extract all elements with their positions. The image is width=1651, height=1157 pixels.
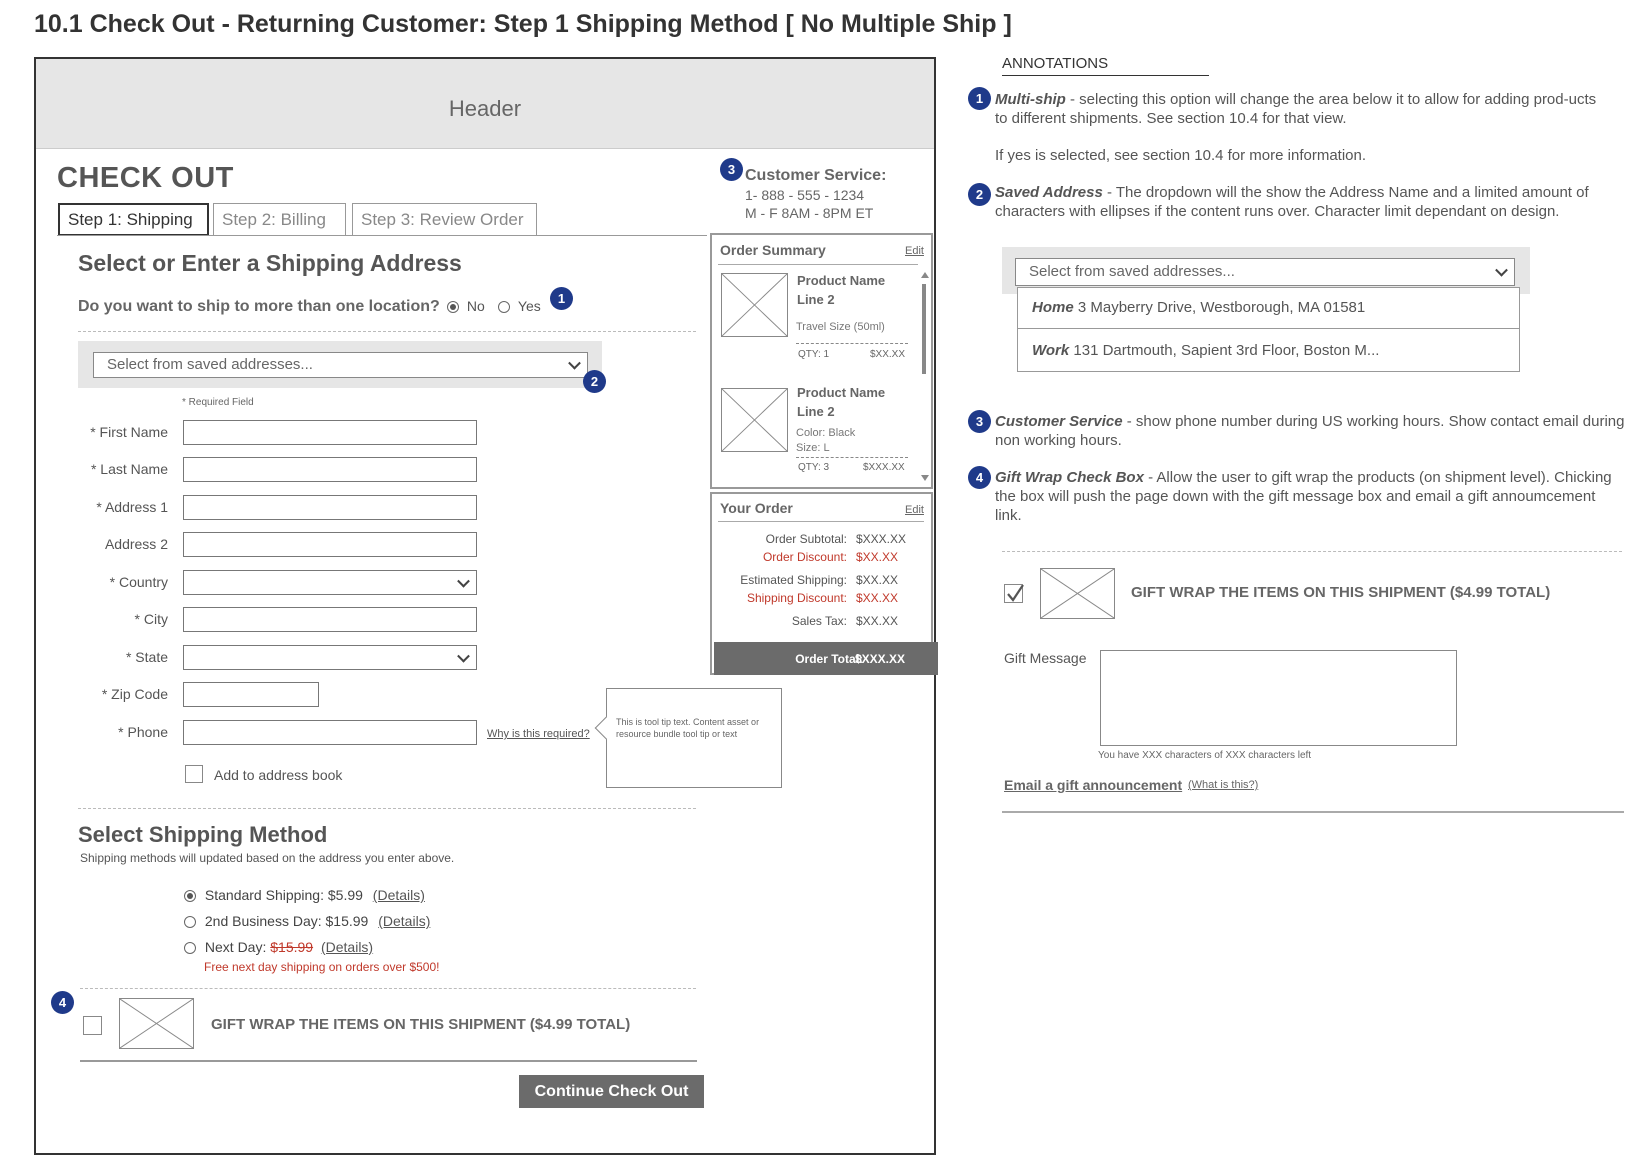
shipping-discount-label: Shipping Discount: [746, 591, 847, 605]
address2-label: Address 2 [104, 536, 168, 552]
product-image-placeholder [721, 273, 788, 337]
checkmark-icon [1005, 585, 1024, 604]
tab-step3-review[interactable]: Step 3: Review Order [352, 203, 537, 236]
product-1-price: $XX.XX [870, 349, 906, 360]
shipping-2nd-day-radio[interactable] [184, 916, 196, 928]
annotation-3-text [995, 412, 1625, 450]
shipping-address-heading: Select or Enter a Shipping Address [78, 250, 462, 276]
shipping-2nd-day-label: 2nd Business Day: $15.99 [204, 913, 369, 929]
annotation-badge-1: 1 [550, 287, 573, 310]
saved-address-dropdown-example[interactable] [1015, 258, 1515, 286]
saved-address-select[interactable] [93, 352, 588, 378]
product-1-qty: QTY: 1 [798, 349, 830, 360]
add-to-address-book-label: Add to address book [214, 767, 343, 783]
order-discount-value: $XX.XX [856, 550, 899, 564]
annotations-underline [1002, 75, 1209, 76]
annotations-title: ANNOTATIONS [1002, 55, 1109, 72]
annotation-badge-4: 4 [51, 991, 74, 1014]
order-total-label: Order Total: [795, 652, 863, 666]
annotation-badge-3: 3 [720, 158, 743, 181]
city-label: * City [134, 611, 168, 627]
section-divider [1002, 551, 1622, 552]
section-divider [80, 1060, 697, 1062]
section-divider [78, 808, 696, 809]
order-summary-scrollbar[interactable] [920, 272, 928, 482]
annotation-badge-2: 2 [583, 370, 606, 393]
customer-service-hours: M - F 8AM - 8PM ET [745, 205, 874, 221]
dropdown-example-placeholder: Select from saved addresses... [1029, 263, 1235, 280]
product-2-price: $XXX.XX [863, 462, 905, 473]
annotation-3-term: Customer Service [995, 413, 1123, 430]
zip-input[interactable] [183, 682, 319, 707]
order-total-bar [714, 642, 938, 675]
dropdown-item-divider [1017, 328, 1520, 329]
phone-label: * Phone [118, 724, 168, 740]
product-1-meta: Travel Size (50ml) [796, 321, 885, 333]
chevron-down-icon [457, 649, 470, 662]
what-is-this-link[interactable]: (What is this?) [1188, 779, 1259, 791]
chevron-down-icon [457, 574, 470, 587]
order-total-value: $XXX.XX [855, 652, 906, 666]
panel-divider [718, 264, 918, 265]
shipping-next-day-details-link[interactable]: (Details) [320, 939, 374, 955]
first-name-input[interactable] [183, 420, 477, 445]
customer-service-phone: 1- 888 - 555 - 1234 [745, 187, 865, 203]
customer-service-title: Customer Service: [745, 167, 887, 184]
gift-wrap-checkbox[interactable] [83, 1016, 102, 1035]
saved-address-placeholder: Select from saved addresses... [107, 356, 313, 373]
checkout-title: CHECK OUT [57, 162, 234, 194]
shipping-method-subtext: Shipping methods will updated based on the address you enter above. [80, 851, 455, 865]
order-subtotal-value: $XXX.XX [856, 532, 907, 546]
section-divider [78, 331, 696, 332]
multi-ship-question: Do you want to ship to more than one location? [78, 298, 440, 315]
dropdown-item-home[interactable] [1032, 299, 1365, 316]
multi-ship-no-radio[interactable] [447, 301, 459, 313]
gift-wrap-image-placeholder [119, 998, 194, 1049]
shipping-next-day-label: Next Day: [204, 939, 267, 955]
dropdown-item-work-name: Work [1032, 342, 1070, 359]
annotation-2-text [995, 183, 1615, 221]
shipping-standard-radio[interactable] [184, 890, 196, 902]
gift-wrap-checked-checkbox[interactable] [1004, 584, 1023, 603]
address1-input[interactable] [183, 495, 477, 520]
shipping-next-day-old-price: $15.99 [270, 939, 314, 955]
annotation-badge-2: 2 [968, 183, 991, 206]
country-select[interactable] [183, 570, 477, 595]
scroll-thumb[interactable] [922, 284, 926, 374]
page-title: 10.1 Check Out - Returning Customer: Step 1 Shipping Method [ No Multiple Ship ] [34, 10, 1012, 38]
order-discount-label: Order Discount: [762, 550, 847, 564]
tooltip-box: This is tool tip text. Content asset or resource bundle tool tip or text [606, 688, 782, 788]
annotation-1-extra: If yes is selected, see section 10.4 for more information. [995, 147, 1367, 164]
scroll-up-arrow-icon[interactable] [921, 272, 929, 278]
annotation-4-text [995, 468, 1615, 525]
annotation-badge-1: 1 [968, 87, 991, 110]
product-1-name: Product Name [797, 273, 886, 288]
chevron-down-icon [568, 357, 581, 370]
shipping-option-standard[interactable] [184, 887, 425, 903]
state-label: * State [125, 649, 168, 665]
annotation-2-body: - The dropdown will the show the Address Name and a limited amount of characters with ellipses if the content runs over. Character limit dependant on design. [995, 184, 1589, 220]
gift-wrap-image-placeholder [1040, 568, 1115, 619]
country-label: * Country [109, 574, 168, 590]
order-subtotal-label: Order Subtotal: [765, 532, 847, 546]
state-select[interactable] [183, 645, 477, 670]
product-2-qty: QTY: 3 [798, 462, 830, 473]
order-summary-edit-link[interactable]: Edit [905, 245, 924, 257]
gift-wrap-label-expanded: GIFT WRAP THE ITEMS ON THIS SHIPMENT ($4.99 TOTAL) [1131, 584, 1551, 601]
dropdown-item-home-address: 3 Mayberry Drive, Westborough, MA 01581 [1077, 299, 1366, 316]
email-gift-announcement-link[interactable]: Email a gift announcement [1004, 777, 1183, 793]
last-name-input[interactable] [183, 457, 477, 482]
product-2-size: Size: L [796, 442, 830, 454]
shipping-option-2nd-day[interactable] [184, 913, 430, 929]
multi-ship-no-label: No [466, 298, 485, 314]
product-1-name-line2: Line 2 [797, 292, 835, 307]
continue-checkout-button[interactable]: Continue Check Out [519, 1075, 704, 1108]
annotation-badge-4: 4 [968, 466, 991, 489]
estimated-shipping-label: Estimated Shipping: [740, 573, 847, 587]
tab-step1-shipping[interactable]: Step 1: Shipping [58, 203, 209, 236]
add-to-address-book-checkbox[interactable] [185, 765, 203, 783]
shipping-2nd-day-details-link[interactable]: (Details) [378, 913, 431, 929]
annotation-1-text [995, 90, 1605, 128]
zip-label: * Zip Code [101, 686, 168, 702]
your-order-edit-link[interactable]: Edit [905, 504, 924, 516]
shipping-next-day-radio[interactable] [184, 942, 196, 954]
estimated-shipping-value: $XX.XX [856, 573, 899, 587]
dropdown-item-work[interactable] [1032, 342, 1379, 359]
gift-wrap-label: GIFT WRAP THE ITEMS ON THIS SHIPMENT ($4.99 TOTAL) [211, 1016, 631, 1033]
tab-divider [57, 235, 707, 236]
sales-tax-value: $XX.XX [856, 614, 899, 628]
section-divider [1002, 811, 1624, 813]
shipping-method-heading: Select Shipping Method [78, 822, 328, 847]
first-name-label: * First Name [90, 424, 168, 440]
annotation-1-body: - selecting this option will change the area below it to allow for adding prod-ucts to different shipments. See section 10.4 for that view. [995, 91, 1597, 127]
annotation-4-term: Gift Wrap Check Box [995, 469, 1144, 486]
gift-message-char-count: You have XXX characters of XXX characters left [1098, 750, 1312, 761]
phone-input[interactable] [183, 720, 477, 745]
product-2-color: Color: Black [796, 427, 856, 439]
item-divider [796, 457, 908, 458]
product-2-name: Product Name [797, 385, 886, 400]
header-label: Header [448, 96, 522, 121]
annotation-2-term: Saved Address [995, 184, 1103, 201]
annotation-4-body: - Allow the user to gift wrap the products (on shipment level). Chicking the box will push the page down with the gift message box and email a gift annoumcement link. [995, 469, 1612, 524]
order-summary-title: Order Summary [720, 242, 826, 258]
shipping-option-next-day[interactable] [184, 939, 373, 955]
gift-message-textarea[interactable] [1100, 650, 1457, 746]
why-required-link[interactable]: Why is this required? [487, 728, 590, 740]
item-divider [796, 343, 908, 344]
shipping-standard-label: Standard Shipping: $5.99 [204, 887, 363, 903]
multi-ship-yes-label: Yes [517, 298, 541, 314]
chevron-down-icon [1495, 264, 1508, 277]
annotation-badge-3: 3 [968, 410, 991, 433]
scroll-down-arrow-icon[interactable] [921, 475, 929, 481]
multi-ship-no-option[interactable] [447, 298, 485, 314]
shipping-discount-value: $XX.XX [856, 591, 899, 605]
last-name-label: * Last Name [90, 461, 168, 477]
gift-message-label: Gift Message [1004, 650, 1087, 666]
dropdown-item-home-name: Home [1032, 299, 1074, 316]
required-field-note: * Required Field [182, 397, 254, 408]
product-2-name-line2: Line 2 [797, 404, 835, 419]
tab-step2-billing[interactable]: Step 2: Billing [213, 203, 346, 236]
your-order-title: Your Order [720, 500, 793, 516]
sales-tax-label: Sales Tax: [791, 614, 847, 628]
free-shipping-note: Free next day shipping on orders over $500! [204, 960, 440, 974]
address1-label: * Address 1 [96, 499, 168, 515]
section-divider [80, 988, 696, 989]
annotation-3-body: - show phone number during US working hours. Show contact email during non working hours. [995, 413, 1625, 449]
product-image-placeholder [721, 388, 788, 452]
shipping-standard-details-link[interactable]: (Details) [372, 887, 425, 903]
multi-ship-yes-option[interactable] [498, 298, 541, 314]
city-input[interactable] [183, 607, 477, 632]
dropdown-item-work-address: 131 Dartmouth, Sapient 3rd Floor, Boston M... [1073, 342, 1380, 359]
panel-divider [718, 521, 924, 522]
address2-input[interactable] [183, 532, 477, 557]
multi-ship-yes-radio[interactable] [498, 301, 510, 313]
annotation-1-term: Multi-ship [995, 91, 1066, 108]
